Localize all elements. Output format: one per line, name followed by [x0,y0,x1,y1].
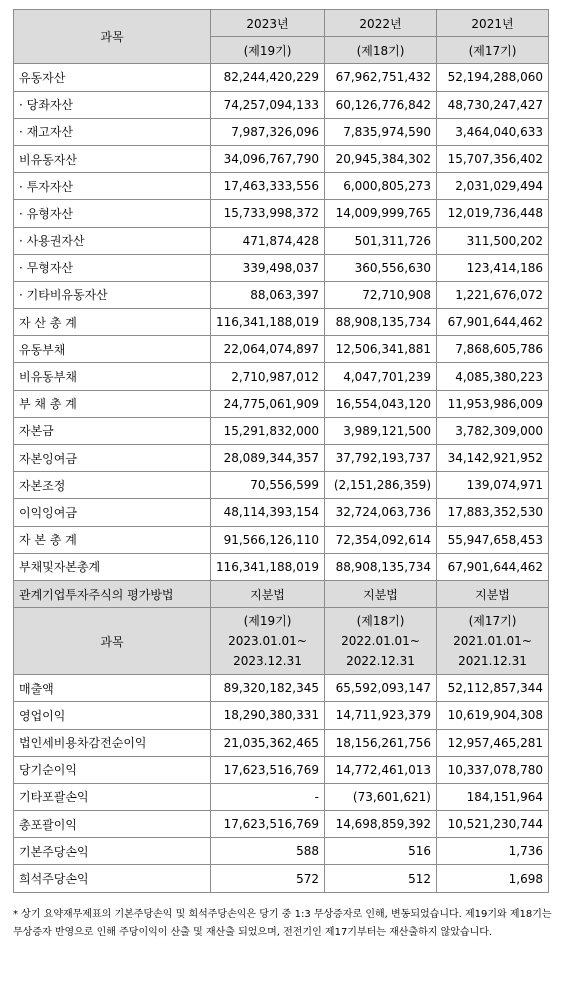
income-row [14,811,549,838]
value-cell: 311,500,202 [437,227,549,254]
income-row [14,865,549,892]
row-label: 관계기업투자주식의 평가방법 [14,580,211,607]
period-no: (제19기) [243,614,292,629]
row-label: 당기순이익 [14,756,211,783]
row-label: 유동자산 [14,64,211,91]
value-cell: 15,707,356,402 [437,145,549,172]
value-cell: 24,775,061,909 [211,390,325,417]
balance-row [14,499,549,526]
row-label: 희석주당손익 [14,865,211,892]
value-cell: 52,194,288,060 [437,64,549,91]
income-row [14,729,549,756]
balance-row [14,227,549,254]
row-label: 자본잉여금 [14,445,211,472]
year-header: 2021년 [437,10,549,37]
balance-row [14,553,549,580]
value-cell: 588 [211,838,325,865]
row-label: · 당좌자산 [14,91,211,118]
period-start: 2021.01.01~ [453,634,532,649]
row-label: 자본조정 [14,472,211,499]
row-label: · 재고자산 [14,118,211,145]
row-label: · 유형자산 [14,200,211,227]
value-cell: 7,835,974,590 [325,118,437,145]
value-cell: 지분법 [211,580,325,607]
value-cell: 18,156,261,756 [325,729,437,756]
balance-row [14,309,549,336]
row-label: 유동부채 [14,336,211,363]
value-cell: 2,031,029,494 [437,173,549,200]
value-cell: 360,556,630 [325,254,437,281]
value-cell: - [211,783,325,810]
value-cell: 21,035,362,465 [211,729,325,756]
row-label: 부 채 총 계 [14,390,211,417]
balance-row [14,363,549,390]
value-cell: 17,623,516,769 [211,756,325,783]
value-cell: 123,414,186 [437,254,549,281]
balance-row [14,173,549,200]
value-cell: 34,096,767,790 [211,145,325,172]
value-cell: 116,341,188,019 [211,309,325,336]
row-label: · 무형자산 [14,254,211,281]
value-cell: 48,730,247,427 [437,91,549,118]
income-row [14,756,549,783]
financial-summary-body [14,10,549,893]
value-cell: 67,962,751,432 [325,64,437,91]
period-no: (제17기) [468,614,517,629]
year-header: 2023년 [211,10,325,37]
value-cell: 14,009,999,765 [325,200,437,227]
value-cell: 20,945,384,302 [325,145,437,172]
income-period-header [437,608,549,675]
income-period-header [211,608,325,675]
value-cell: 572 [211,865,325,892]
period-header: (제18기) [325,37,437,64]
value-cell: 12,506,341,881 [325,336,437,363]
value-cell: 3,464,040,633 [437,118,549,145]
value-cell: 18,290,380,331 [211,702,325,729]
balance-row [14,118,549,145]
income-row [14,675,549,702]
balance-row [14,472,549,499]
balance-row [14,91,549,118]
value-cell: 12,019,736,448 [437,200,549,227]
income-row [14,702,549,729]
value-cell: 37,792,193,737 [325,445,437,472]
value-cell: 88,908,135,734 [325,309,437,336]
balance-row [14,64,549,91]
value-cell: 3,782,309,000 [437,417,549,444]
row-label: 이익잉여금 [14,499,211,526]
row-label: 자 본 총 계 [14,526,211,553]
value-cell: 14,698,859,392 [325,811,437,838]
balance-subject-header: 과목 [14,10,211,64]
balance-row [14,390,549,417]
value-cell: 89,320,182,345 [211,675,325,702]
row-label: 자 산 총 계 [14,309,211,336]
value-cell: 1,698 [437,865,549,892]
row-label: 비유동부채 [14,363,211,390]
financial-summary-table [13,9,549,893]
value-cell: 65,592,093,147 [325,675,437,702]
income-period-header [325,608,437,675]
row-label: 비유동자산 [14,145,211,172]
value-cell: 184,151,964 [437,783,549,810]
value-cell: 88,908,135,734 [325,553,437,580]
period-header: (제17기) [437,37,549,64]
value-cell: 15,291,832,000 [211,417,325,444]
balance-row [14,526,549,553]
balance-row [14,145,549,172]
period-start: 2022.01.01~ [341,634,420,649]
value-cell: 139,074,971 [437,472,549,499]
year-header: 2022년 [325,10,437,37]
row-label: 기타포괄손익 [14,783,211,810]
value-cell: 16,554,043,120 [325,390,437,417]
value-cell: 1,221,676,072 [437,281,549,308]
value-cell: 지분법 [437,580,549,607]
value-cell: 67,901,644,462 [437,309,549,336]
value-cell: 14,772,461,013 [325,756,437,783]
value-cell: 512 [325,865,437,892]
value-cell: 4,047,701,239 [325,363,437,390]
value-cell: 14,711,923,379 [325,702,437,729]
income-header-row [14,608,549,675]
value-cell: 10,521,230,744 [437,811,549,838]
period-start: 2023.01.01~ [228,634,307,649]
value-cell: (2,151,286,359) [325,472,437,499]
balance-row [14,254,549,281]
value-cell: 4,085,380,223 [437,363,549,390]
value-cell: 2,710,987,012 [211,363,325,390]
period-end: 2021.12.31 [458,654,527,669]
row-label: · 사용권자산 [14,227,211,254]
valuation-method-row [14,580,549,607]
value-cell: 48,114,393,154 [211,499,325,526]
row-label: 자본금 [14,417,211,444]
value-cell: 82,244,420,229 [211,64,325,91]
period-end: 2023.12.31 [233,654,302,669]
value-cell: 지분법 [325,580,437,607]
value-cell: 60,126,776,842 [325,91,437,118]
period-header: (제19기) [211,37,325,64]
balance-row [14,281,549,308]
value-cell: 28,089,344,357 [211,445,325,472]
value-cell: 6,000,805,273 [325,173,437,200]
value-cell: 91,566,126,110 [211,526,325,553]
value-cell: 17,883,352,530 [437,499,549,526]
value-cell: 55,947,658,453 [437,526,549,553]
value-cell: 67,901,644,462 [437,553,549,580]
income-row [14,783,549,810]
value-cell: 22,064,074,897 [211,336,325,363]
value-cell: 11,953,986,009 [437,390,549,417]
value-cell: 32,724,063,736 [325,499,437,526]
balance-row [14,445,549,472]
balance-row [14,417,549,444]
value-cell: 501,311,726 [325,227,437,254]
balance-header-row-year [14,10,549,37]
row-label: · 투자자산 [14,173,211,200]
value-cell: 34,142,921,952 [437,445,549,472]
value-cell: 471,874,428 [211,227,325,254]
period-no: (제18기) [356,614,405,629]
value-cell: 10,619,904,308 [437,702,549,729]
value-cell: 72,710,908 [325,281,437,308]
value-cell: 3,989,121,500 [325,417,437,444]
row-label: 기본주당손익 [14,838,211,865]
income-subject-header: 과목 [14,608,211,675]
value-cell: 116,341,188,019 [211,553,325,580]
row-label: 부채및자본총계 [14,553,211,580]
value-cell: 17,623,516,769 [211,811,325,838]
income-row [14,838,549,865]
balance-row [14,336,549,363]
period-end: 2022.12.31 [346,654,415,669]
value-cell: 339,498,037 [211,254,325,281]
value-cell: 70,556,599 [211,472,325,499]
value-cell: 52,112,857,344 [437,675,549,702]
row-label: · 기타비유동자산 [14,281,211,308]
value-cell: (73,601,621) [325,783,437,810]
footnote: * 상기 요약재무제표의 기본주당손익 및 희석주당손익은 당기 중 1:3 무상증자로 인해, 변동되었습니다. 제19기와 제18기는 무상증자 반영으로 인해 주당이익이 산출 및 재산출 되었으며, 전전기인 제17기부터는 재산출하지 않았습니다. [13,909,552,938]
value-cell: 516 [325,838,437,865]
value-cell: 1,736 [437,838,549,865]
value-cell: 88,063,397 [211,281,325,308]
row-label: 총포괄이익 [14,811,211,838]
value-cell: 7,987,326,096 [211,118,325,145]
balance-row [14,200,549,227]
value-cell: 15,733,998,372 [211,200,325,227]
value-cell: 74,257,094,133 [211,91,325,118]
value-cell: 17,463,333,556 [211,173,325,200]
value-cell: 72,354,092,614 [325,526,437,553]
value-cell: 10,337,078,780 [437,756,549,783]
row-label: 영업이익 [14,702,211,729]
row-label: 매출액 [14,675,211,702]
value-cell: 12,957,465,281 [437,729,549,756]
row-label: 법인세비용차감전순이익 [14,729,211,756]
value-cell: 7,868,605,786 [437,336,549,363]
